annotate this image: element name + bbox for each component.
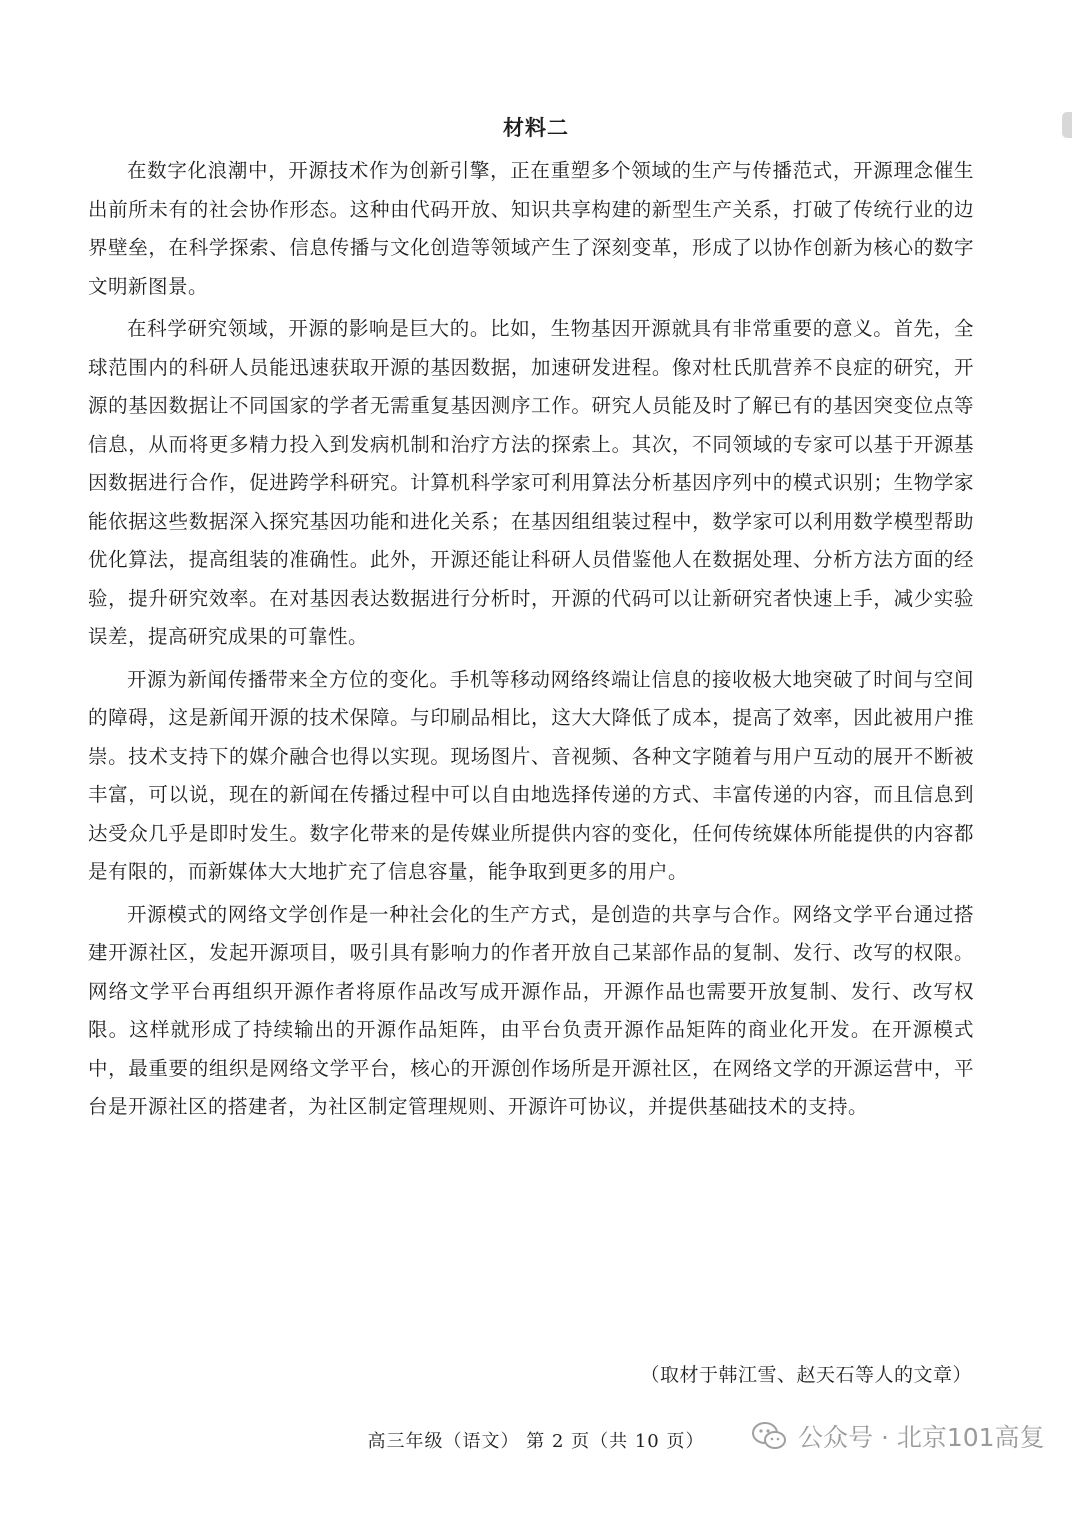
watermark-text: 公众号 · 北京101高复 — [798, 1423, 1045, 1452]
page-footer: 高三年级（语文） 第 2 页（共 10 页） — [367, 1431, 705, 1452]
paragraph-science: 在科学研究领域，开源的影响是巨大的。比如，生物基因开源就具有非常重要的意义。首先，全球范围内的科研人员能迅速获取开源的基因数据，加速研发进程。像对杜氏肌营养不良症的研究，开源的基因数据让不同国家的学者无需重复基因测序工作。研究人员能及时了解已有的基因突变位点等信息，从而将更多精力投入到发病机制和治疗方法的探索上。其次，不同领域的专家可以基于开源基因数据进行合作，促进跨学科研究。计算机科学家可利用算法分析基因序列中的模式识别；生物学家能依据这些数据深入探究基因功能和进化关系；在基因组组装过程中，数学家可以利用数学模型帮助优化算法，提高组装的准确性。此外，开源还能让科研人员借鉴他人在数据处理、分析方法方面的经验，提升研究效率。在对基因表达数据进行分析时，开源的代码可以让新研究者快速上手，减少实验误差，提高研究成果的可靠性。 — [88, 317, 974, 648]
paragraph-intro: 在数字化浪潮中，开源技术作为创新引擎，正在重塑多个领域的生产与传播范式，开源理念催生出前所未有的社会协作形态。这种由代码开放、知识共享构建的新型生产关系，打破了传统行业的边界壁垒，在科学探索、信息传播与文化创造等领域产生了深刻变革，形成了以协作创新为核心的数字文明新图景。 — [88, 159, 974, 298]
wechat-watermark — [752, 1418, 1045, 1454]
material-heading: 材料二 — [503, 115, 569, 140]
article-body — [88, 152, 974, 1131]
source-note: （取材于韩江雪、赵天石等人的文章） — [640, 1364, 972, 1386]
paragraph-news: 开源为新闻传播带来全方位的变化。手机等移动网络终端让信息的接收极大地突破了时间与空间的障碍，这是新闻开源的技术保障。与印刷品相比，这大大降低了成本，提高了效率，因此被用户推崇。技术支持下的媒介融合也得以实现。现场图片、音视频、各种文字随着与用户互动的展开不断被丰富，可以说，现在的新闻在传播过程中可以自由地选择传递的方式、丰富传递的内容，而且信息到达受众几乎是即时发生。数字化带来的是传媒业所提供内容的变化，任何传统媒体所能提供的内容都是有限的，而新媒体大大地扩充了信息容量，能争取到更多的用户。 — [88, 667, 974, 883]
paragraph-literature: 开源模式的网络文学创作是一种社会化的生产方式，是创造的共享与合作。网络文学平台通过搭建开源社区，发起开源项目，吸引具有影响力的作者开放自己某部作品的复制、发行、改写的权限。网络文学平台再组织开源作者将原作品改写成开源作品，开源作品也需要开放复制、发行、改写权限。这样就形成了持续输出的开源作品矩阵，由平台负责开源作品矩阵的商业化开发。在开源模式中，最重要的组织是网络文学平台，核心的开源创作场所是开源社区，在网络文学的开源运营中，平台是开源社区的搭建者，为社区制定管理规则、开源许可协议，并提供基础技术的支持。 — [88, 902, 974, 1118]
wechat-icon — [752, 1421, 786, 1451]
